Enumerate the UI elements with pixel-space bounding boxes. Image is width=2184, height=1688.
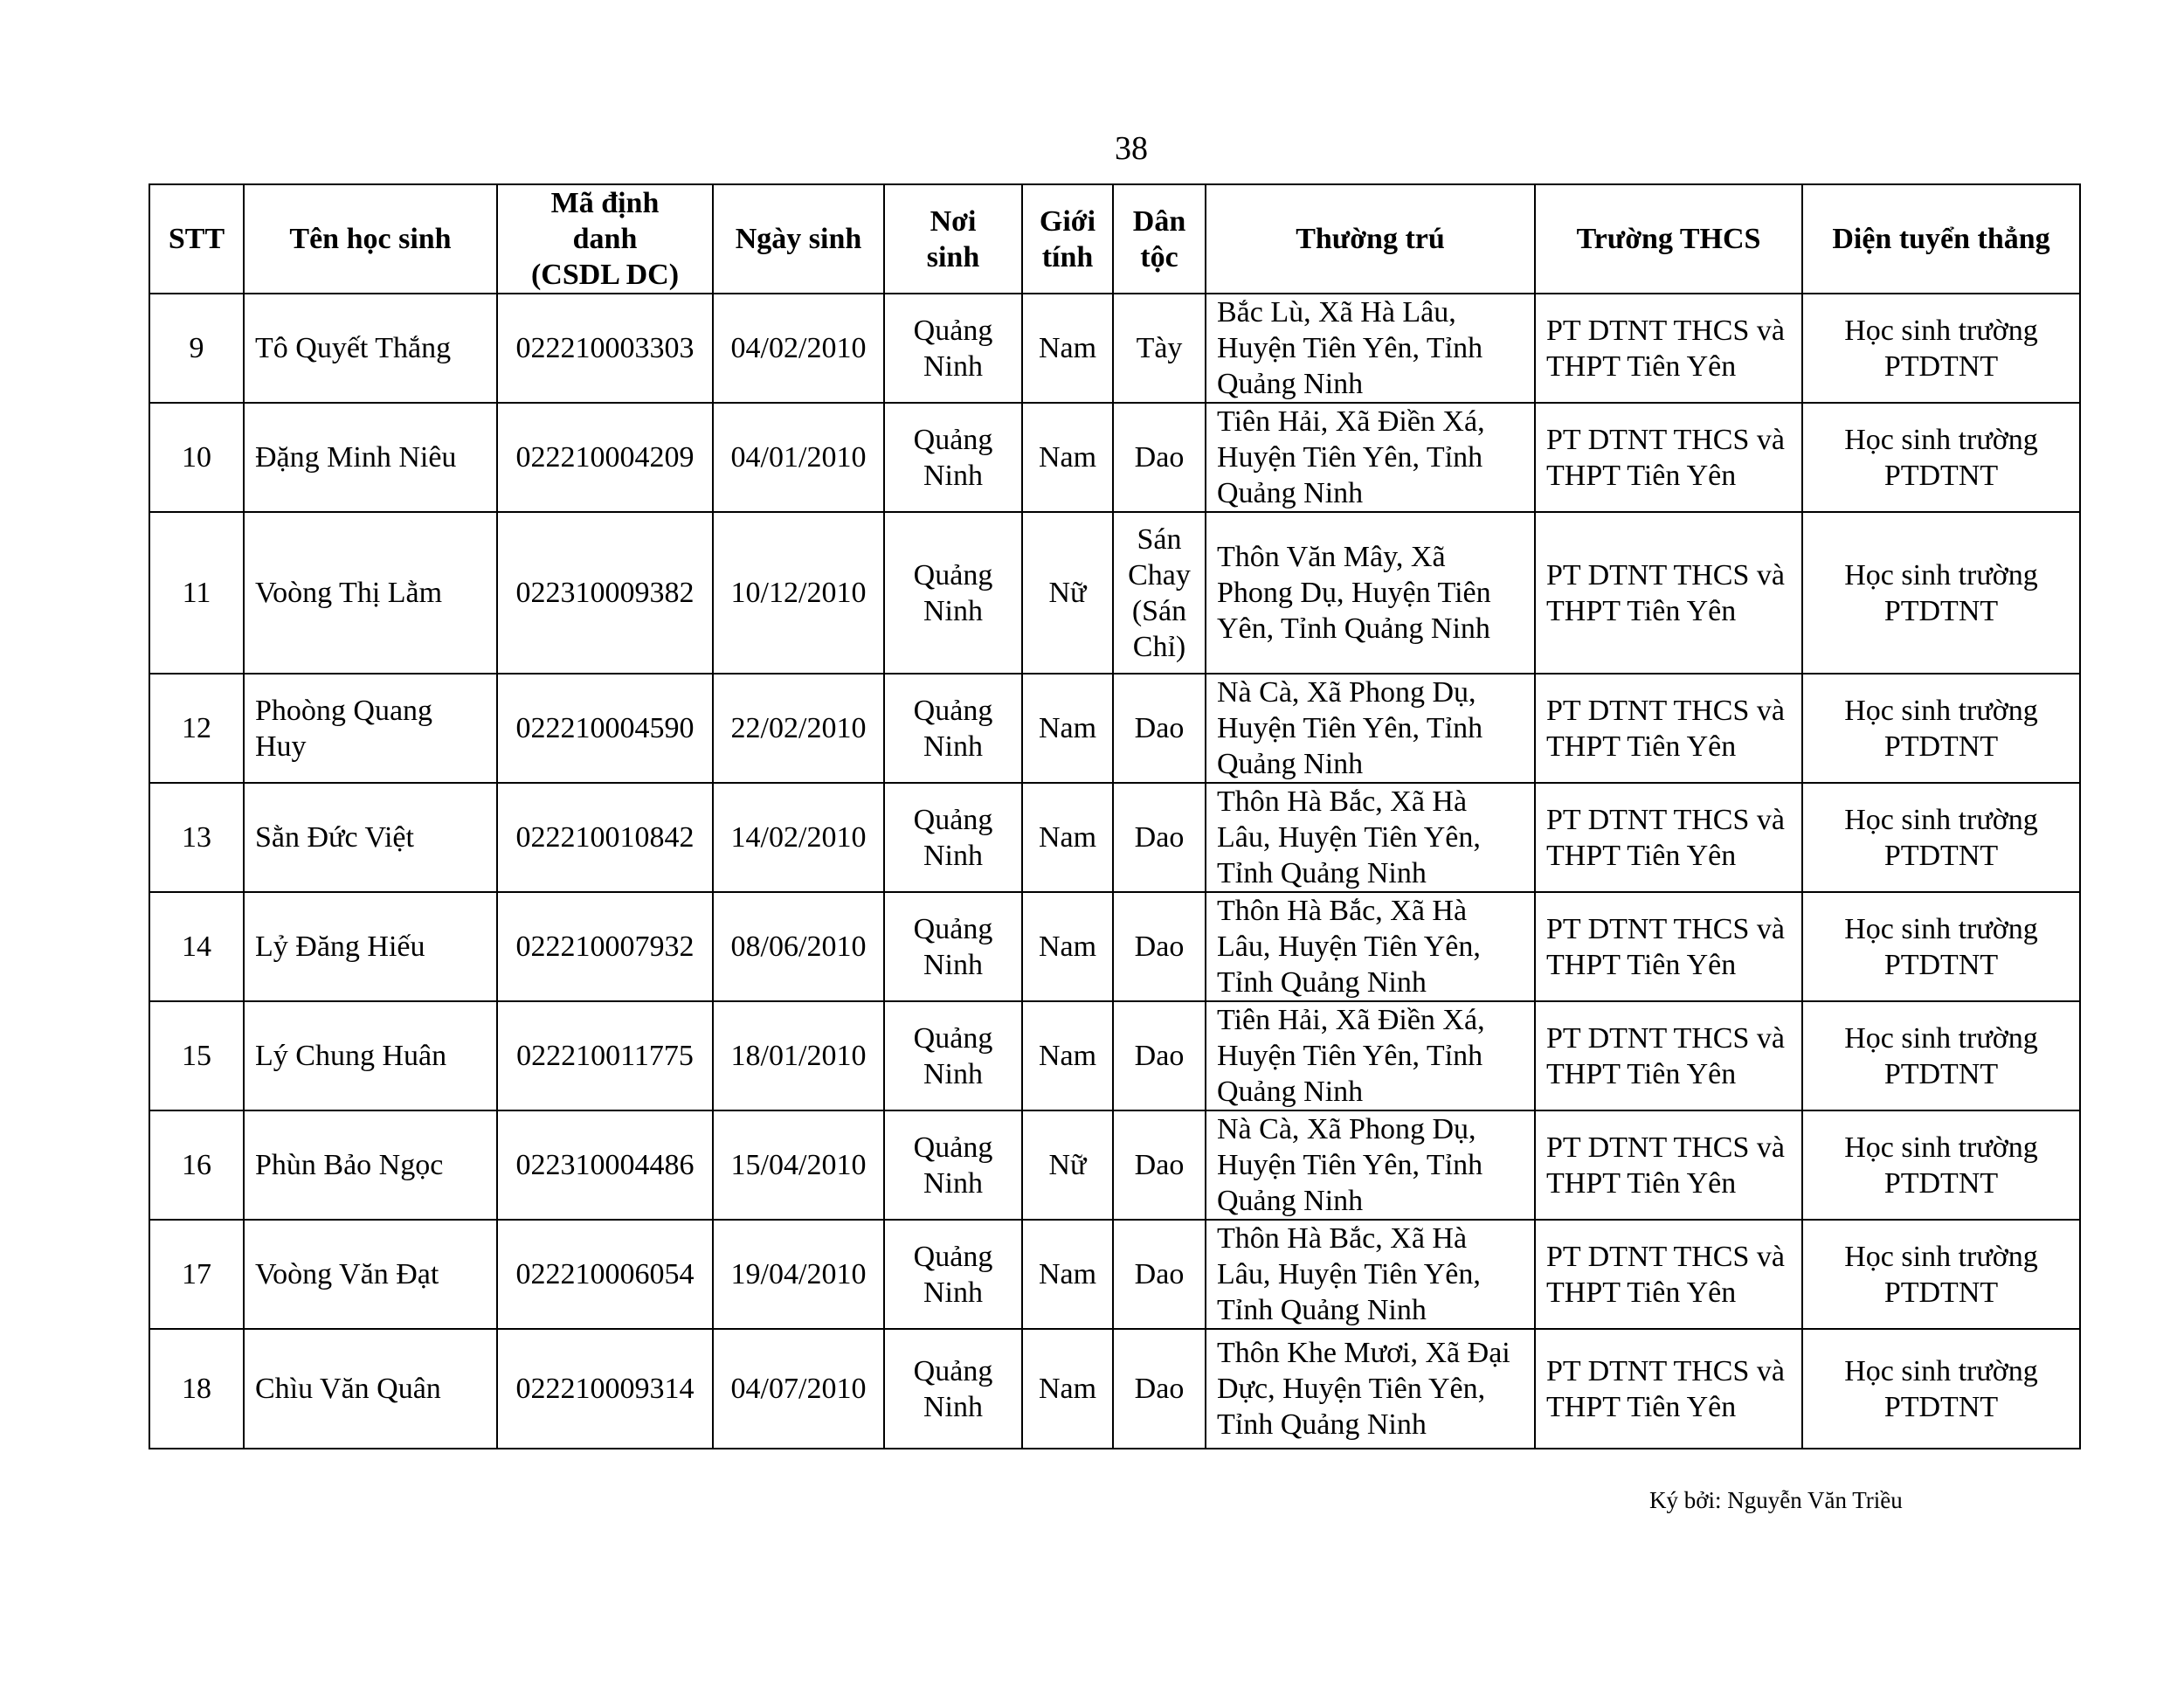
cell-stt: 14 [149, 892, 244, 1001]
cell-admission-type: Học sinh trường PTDTNT [1802, 892, 2080, 1001]
cell-birthplace: Quảng Ninh [884, 1001, 1022, 1110]
cell-birthplace: Quảng Ninh [884, 1110, 1022, 1220]
cell-admission-type: Học sinh trường PTDTNT [1802, 1110, 2080, 1220]
cell-id-code: 022210011775 [497, 1001, 713, 1110]
cell-dob: 22/02/2010 [713, 674, 884, 783]
table-row [149, 892, 2080, 1001]
cell-gender: Nam [1022, 403, 1113, 512]
cell-residence: Thôn Hà Bắc, Xã Hà Lâu, Huyện Tiên Yên, Tỉnh Quảng Ninh [1206, 1220, 1535, 1329]
cell-ethnicity: Sán Chay (Sán Chỉ) [1113, 512, 1206, 674]
cell-admission-type: Học sinh trường PTDTNT [1802, 512, 2080, 674]
table-row [149, 403, 2080, 512]
cell-ethnicity: Dao [1113, 783, 1206, 892]
cell-birthplace: Quảng Ninh [884, 294, 1022, 403]
cell-dob: 04/07/2010 [713, 1329, 884, 1449]
cell-student-name: Lý Chung Huân [244, 1001, 497, 1110]
cell-stt: 17 [149, 1220, 244, 1329]
cell-birthplace: Quảng Ninh [884, 674, 1022, 783]
header-school: Trường THCS [1535, 184, 1802, 294]
table-row [149, 783, 2080, 892]
table-header-row [149, 184, 2080, 294]
cell-residence: Thôn Khe Mươi, Xã Đại Dực, Huyện Tiên Yên, Tỉnh Quảng Ninh [1206, 1329, 1535, 1449]
cell-id-code: 022210004590 [497, 674, 713, 783]
cell-admission-type: Học sinh trường PTDTNT [1802, 783, 2080, 892]
cell-school: PT DTNT THCS và THPT Tiên Yên [1535, 783, 1802, 892]
header-student-name: Tên học sinh [244, 184, 497, 294]
cell-student-name: Voòng Văn Đạt [244, 1220, 497, 1329]
cell-id-code: 022210007932 [497, 892, 713, 1001]
cell-student-name: Tô Quyết Thắng [244, 294, 497, 403]
cell-student-name: Đặng Minh Niêu [244, 403, 497, 512]
header-id-code [497, 184, 713, 294]
header-stt: STT [149, 184, 244, 294]
cell-dob: 10/12/2010 [713, 512, 884, 674]
cell-ethnicity: Dao [1113, 403, 1206, 512]
cell-gender: Nam [1022, 1329, 1113, 1449]
cell-stt: 18 [149, 1329, 244, 1449]
cell-student-name: Voòng Thị Lằm [244, 512, 497, 674]
cell-ethnicity: Tày [1113, 294, 1206, 403]
cell-school: PT DTNT THCS và THPT Tiên Yên [1535, 892, 1802, 1001]
table-row [149, 512, 2080, 674]
cell-school: PT DTNT THCS và THPT Tiên Yên [1535, 674, 1802, 783]
header-birthplace-line2: sinh [926, 240, 980, 273]
header-gender-line2: tính [1041, 240, 1094, 273]
cell-dob: 19/04/2010 [713, 1220, 884, 1329]
header-id-line1: Mã định [550, 187, 660, 219]
header-ethnicity-line2: tộc [1140, 240, 1178, 273]
cell-dob: 08/06/2010 [713, 892, 884, 1001]
cell-residence: Thôn Hà Bắc, Xã Hà Lâu, Huyện Tiên Yên, Tỉnh Quảng Ninh [1206, 783, 1535, 892]
table-row [149, 1220, 2080, 1329]
cell-ethnicity: Dao [1113, 674, 1206, 783]
header-residence: Thường trú [1206, 184, 1535, 294]
cell-id-code: 022310009382 [497, 512, 713, 674]
cell-birthplace: Quảng Ninh [884, 783, 1022, 892]
cell-student-name: Phoòng Quang Huy [244, 674, 497, 783]
cell-residence: Tiên Hải, Xã Điền Xá, Huyện Tiên Yên, Tỉnh Quảng Ninh [1206, 403, 1535, 512]
header-birthplace-line1: Nơi [930, 204, 977, 238]
cell-gender: Nam [1022, 892, 1113, 1001]
cell-stt: 11 [149, 512, 244, 674]
cell-ethnicity: Dao [1113, 1220, 1206, 1329]
cell-ethnicity: Dao [1113, 1001, 1206, 1110]
header-gender [1022, 184, 1113, 294]
cell-school: PT DTNT THCS và THPT Tiên Yên [1535, 1110, 1802, 1220]
cell-school: PT DTNT THCS và THPT Tiên Yên [1535, 1220, 1802, 1329]
cell-admission-type: Học sinh trường PTDTNT [1802, 1329, 2080, 1449]
cell-dob: 04/02/2010 [713, 294, 884, 403]
cell-admission-type: Học sinh trường PTDTNT [1802, 1220, 2080, 1329]
cell-stt: 10 [149, 403, 244, 512]
cell-stt: 16 [149, 1110, 244, 1220]
cell-stt: 9 [149, 294, 244, 403]
cell-birthplace: Quảng Ninh [884, 892, 1022, 1001]
cell-residence: Nà Cà, Xã Phong Dụ, Huyện Tiên Yên, Tỉnh Quảng Ninh [1206, 1110, 1535, 1220]
cell-school: PT DTNT THCS và THPT Tiên Yên [1535, 294, 1802, 403]
cell-student-name: Sằn Đức Việt [244, 783, 497, 892]
table-row [149, 1001, 2080, 1110]
header-admission-type: Diện tuyển thẳng [1802, 184, 2080, 294]
cell-school: PT DTNT THCS và THPT Tiên Yên [1535, 403, 1802, 512]
cell-dob: 14/02/2010 [713, 783, 884, 892]
cell-ethnicity: Dao [1113, 1329, 1206, 1449]
cell-admission-type: Học sinh trường PTDTNT [1802, 1001, 2080, 1110]
table-row [149, 294, 2080, 403]
cell-gender: Nữ [1022, 1110, 1113, 1220]
header-ethnicity-line1: Dân [1132, 204, 1186, 238]
cell-residence: Bắc Lù, Xã Hà Lâu, Huyện Tiên Yên, Tỉnh Quảng Ninh [1206, 294, 1535, 403]
cell-id-code: 022210006054 [497, 1220, 713, 1329]
cell-birthplace: Quảng Ninh [884, 512, 1022, 674]
cell-student-name: Lỷ Đăng Hiếu [244, 892, 497, 1001]
cell-dob: 15/04/2010 [713, 1110, 884, 1220]
header-gender-line1: Giới [1039, 204, 1096, 238]
cell-student-name: Phùn Bảo Ngọc [244, 1110, 497, 1220]
cell-gender: Nam [1022, 674, 1113, 783]
cell-residence: Nà Cà, Xã Phong Dụ, Huyện Tiên Yên, Tỉnh Quảng Ninh [1206, 674, 1535, 783]
cell-id-code: 022210003303 [497, 294, 713, 403]
cell-id-code: 022210004209 [497, 403, 713, 512]
cell-gender: Nam [1022, 1001, 1113, 1110]
cell-stt: 13 [149, 783, 244, 892]
cell-gender: Nữ [1022, 512, 1113, 674]
header-birthplace [884, 184, 1022, 294]
cell-stt: 12 [149, 674, 244, 783]
digital-signature: Ký bởi: Nguyễn Văn Triều [1649, 1487, 1903, 1513]
table-row [149, 1110, 2080, 1220]
header-id-line3: (CSDL DC) [530, 259, 680, 291]
cell-birthplace: Quảng Ninh [884, 403, 1022, 512]
cell-birthplace: Quảng Ninh [884, 1220, 1022, 1329]
cell-residence: Tiên Hải, Xã Điền Xá, Huyện Tiên Yên, Tỉnh Quảng Ninh [1206, 1001, 1535, 1110]
cell-gender: Nam [1022, 1220, 1113, 1329]
cell-school: PT DTNT THCS và THPT Tiên Yên [1535, 1001, 1802, 1110]
cell-dob: 18/01/2010 [713, 1001, 884, 1110]
header-ethnicity [1113, 184, 1206, 294]
cell-id-code: 022210010842 [497, 783, 713, 892]
cell-ethnicity: Dao [1113, 892, 1206, 1001]
cell-residence: Thôn Hà Bắc, Xã Hà Lâu, Huyện Tiên Yên, Tỉnh Quảng Ninh [1206, 892, 1535, 1001]
header-id-line2: danh [572, 223, 638, 255]
cell-admission-type: Học sinh trường PTDTNT [1802, 403, 2080, 512]
table-row [149, 674, 2080, 783]
cell-school: PT DTNT THCS và THPT Tiên Yên [1535, 512, 1802, 674]
student-table [149, 183, 2081, 1449]
cell-school: PT DTNT THCS và THPT Tiên Yên [1535, 1329, 1802, 1449]
cell-id-code: 022210009314 [497, 1329, 713, 1449]
cell-gender: Nam [1022, 294, 1113, 403]
cell-admission-type: Học sinh trường PTDTNT [1802, 674, 2080, 783]
cell-birthplace: Quảng Ninh [884, 1329, 1022, 1449]
cell-stt: 15 [149, 1001, 244, 1110]
cell-student-name: Chìu Văn Quân [244, 1329, 497, 1449]
cell-residence: Thôn Văn Mây, Xã Phong Dụ, Huyện Tiên Yên, Tỉnh Quảng Ninh [1206, 512, 1535, 674]
cell-gender: Nam [1022, 783, 1113, 892]
cell-id-code: 022310004486 [497, 1110, 713, 1220]
cell-ethnicity: Dao [1113, 1110, 1206, 1220]
cell-dob: 04/01/2010 [713, 403, 884, 512]
header-dob: Ngày sinh [713, 184, 884, 294]
cell-admission-type: Học sinh trường PTDTNT [1802, 294, 2080, 403]
table-row [149, 1329, 2080, 1449]
page-number: 38 [1115, 130, 1148, 167]
